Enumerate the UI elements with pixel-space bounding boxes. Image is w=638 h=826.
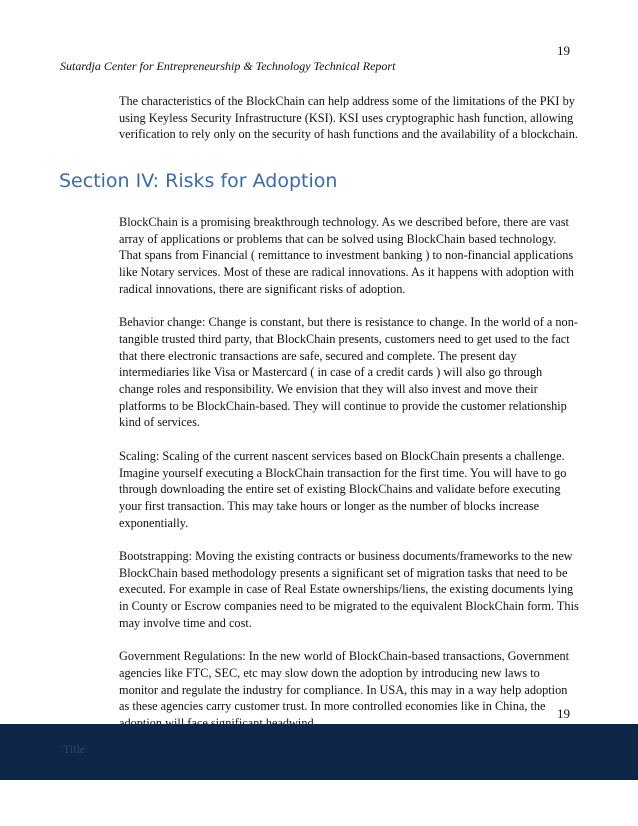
- paragraph-bootstrapping: Bootstrapping: Moving the existing contracts or business documents/frameworks to the new BlockChain based methodology presents a significant set of migration tasks that need to be executed. For example in case of Real Estate ownerships/liens, the existing documents lying in County or Escrow companies need to be migrated to the equivalent BlockChain form. This may involve time and cost.: [119, 549, 579, 630]
- footer-bar: [0, 724, 638, 780]
- section-body: [119, 214, 579, 748]
- paragraph-behavior-change: Behavior change: Change is constant, but there is resistance to change. In the world of a non-tangible trusted third party, that BlockChain presents, customers need to get used to the fact that there electronic transactions are safe, secured and complete. The present day intermediaries like Visa or Mastercard ( in case of a credit cards ) will also go through change roles and responsibility. We envision that they will also invest and move their platforms to be BlockChain-based. They will continue to provide the customer relationship kind of services.: [119, 315, 578, 430]
- page-number-bottom: 19: [557, 706, 570, 721]
- paragraph-intro: BlockChain is a promising breakthrough technology. As we described before, there are vast array of applications or problems that can be solved using BlockChain based technology. That spans from Financial ( remittance to investment banking ) to non-financial applications like Notary services. Most of these are radical innovations. As it happens with adoption with radical innovations, there are significant risks of adoption.: [119, 215, 574, 296]
- intro-paragraph: The characteristics of the BlockChain can help address some of the limitations of the PKI by using Keyless Security Infrastructure (KSI). KSI uses cryptographic hash function, allowing verification to rely only on the security of hash functions and the availability of a blockchain.: [119, 94, 578, 142]
- running-header: Sutardja Center for Entrepreneurship & Technology Technical Report: [60, 59, 396, 73]
- section-title: Section IV: Risks for Adoption: [59, 170, 338, 192]
- paragraph-government-regulations: Government Regulations: In the new world of BlockChain-based transactions, Government agencies like FTC, SEC, etc may slow down the adoption by introducing new laws to monitor and regulate the industry for compliance. In USA, this may in a way help adoption as these agencies carry customer trust. In more controlled economies like in China, the: [119, 649, 570, 714]
- intro-block: [119, 93, 579, 160]
- footer-title: Title: [63, 742, 86, 756]
- page-number-top: 19: [557, 43, 570, 58]
- paragraph-scaling: Scaling: Scaling of the current nascent services based on BlockChain presents a challenge. Imagine yourself executing a BlockChain transaction for the first time. You will have to go through downloading the entire set of existing BlockChains and validate before executing your first transaction. This may take hours or longer as the number of blocks increase exponentially.: [119, 448, 567, 530]
